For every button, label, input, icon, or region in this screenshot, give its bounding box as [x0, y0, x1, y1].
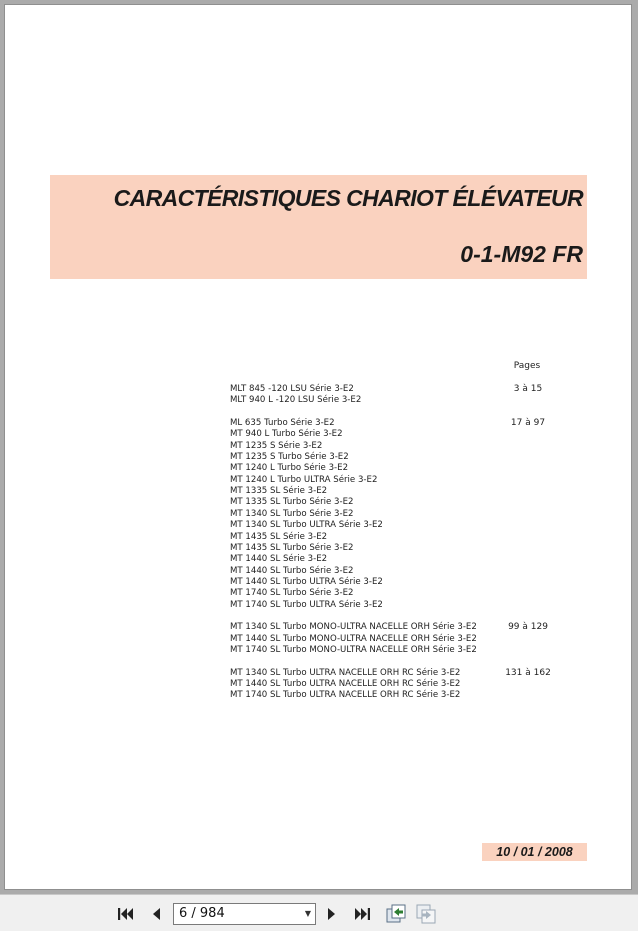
page-indicator: 6 / 984 [179, 906, 225, 921]
model-line: MT 1440 SL Turbo Série 3-E2 [230, 565, 354, 576]
model-line: MT 1740 SL Turbo ULTRA NACELLE ORH RC Série 3-E2 [230, 690, 461, 701]
model-line: MT 1440 SL Turbo MONO-ULTRA NACELLE ORH Série 3-E2 [230, 633, 477, 644]
export-page-button[interactable] [385, 904, 407, 924]
model-line: MT 1740 SL Turbo MONO-ULTRA NACELLE ORH Série 3-E2 [230, 645, 477, 655]
model-group [230, 384, 560, 407]
title-band [50, 175, 587, 279]
next-page-icon [326, 906, 338, 922]
model-groups [230, 384, 560, 713]
model-line: MT 1335 SL Turbo Série 3-E2 [230, 497, 354, 508]
next-page-button[interactable] [322, 904, 342, 924]
page-number-select[interactable] [173, 903, 316, 925]
model-line: MT 1240 L Turbo ULTRA Série 3-E2 [230, 474, 378, 485]
model-line: MT 1740 SL Turbo Série 3-E2 [230, 588, 354, 599]
previous-page-button[interactable] [146, 904, 166, 924]
model-line: MT 1340 SL Turbo ULTRA Série 3-E2 [230, 520, 383, 531]
model-line: MT 1235 S Turbo Série 3-E2 [230, 452, 349, 463]
model-line: MT 1435 SL Turbo Série 3-E2 [230, 542, 354, 553]
model-line: MT 1440 SL Turbo ULTRA NACELLE ORH RC Série 3-E2 [230, 679, 461, 690]
model-group [230, 418, 560, 611]
document-title: CARACTÉRISTIQUES CHARIOT ÉLÉVATEUR [113, 185, 583, 211]
model-line: ML 635 Turbo Série 3-E2 [230, 418, 335, 429]
model-group [230, 622, 560, 656]
previous-page-icon [150, 906, 162, 922]
model-line: MT 1440 SL Série 3-E2 [230, 554, 328, 565]
document-code: 0-1-M92 FR [460, 241, 583, 267]
import-page-button[interactable] [415, 904, 437, 924]
last-page-button[interactable] [352, 904, 372, 924]
group-page-range: 17 à 97 [510, 418, 546, 429]
model-line: MT 1340 SL Turbo Série 3-E2 [230, 508, 354, 519]
first-page-icon [117, 906, 135, 922]
model-line: MT 1335 SL Série 3-E2 [230, 486, 328, 497]
import-page-icon [415, 904, 437, 924]
navigation-toolbar [0, 894, 638, 931]
model-line: MLT 845 -120 LSU Série 3-E2 [230, 384, 354, 394]
group-page-range: 3 à 15 [513, 384, 543, 394]
group-page-range: 131 à 162 [505, 667, 551, 678]
document-date: 10 / 01 / 2008 [482, 843, 587, 861]
model-line: MT 940 L Turbo Série 3-E2 [230, 429, 343, 440]
last-page-icon [353, 906, 371, 922]
model-line: MT 1740 SL Turbo ULTRA Série 3-E2 [230, 599, 383, 610]
model-line: MLT 940 L -120 LSU Série 3-E2 [230, 395, 362, 406]
model-line: MT 1440 SL Turbo ULTRA Série 3-E2 [230, 576, 383, 587]
model-line: MT 1340 SL Turbo ULTRA NACELLE ORH RC Série 3-E2 [230, 667, 461, 678]
pages-column-header: Pages [513, 361, 541, 371]
chevron-down-icon: ▼ [304, 909, 311, 918]
model-line: MT 1435 SL Série 3-E2 [230, 531, 328, 542]
model-line: MT 1240 L Turbo Série 3-E2 [230, 463, 349, 474]
first-page-button[interactable] [116, 904, 136, 924]
model-line: MT 1340 SL Turbo MONO-ULTRA NACELLE ORH Série 3-E2 [230, 622, 477, 633]
model-group [230, 668, 560, 702]
export-page-icon [385, 904, 407, 924]
group-page-range: 99 à 129 [508, 622, 548, 633]
document-page [4, 4, 632, 890]
model-line: MT 1235 S Série 3-E2 [230, 440, 323, 451]
